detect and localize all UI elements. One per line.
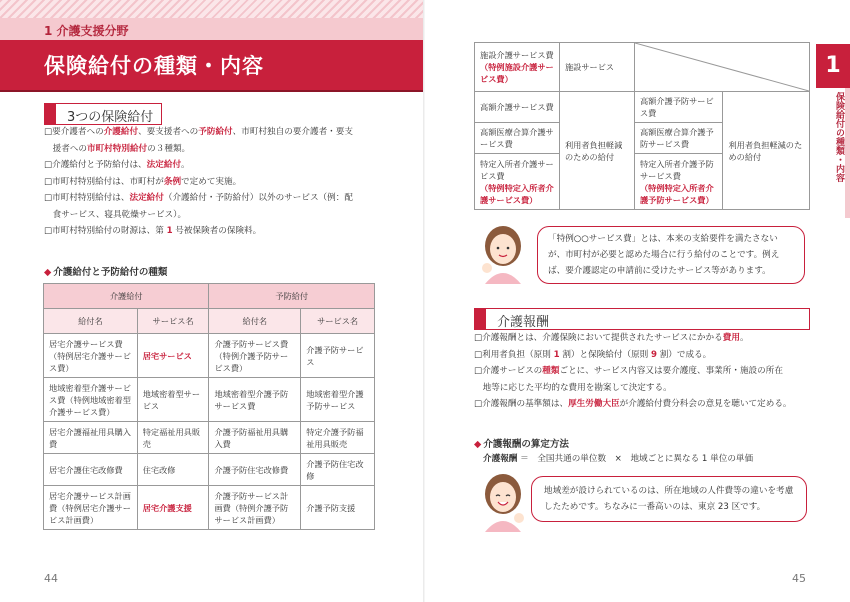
table-cell: 介護予防サービス計画費（特例介護予防サービス計画費） [209,486,301,530]
table-cell [634,154,723,210]
formula-text: ＝ 全国共通の単位数 × 地域ごとに異なる 1 単位の単価 [520,454,754,464]
cell-text-red: （特例特定入所者介護予防サービス費） [639,182,714,205]
table-cell: 利用者負担軽減のための給付 [559,92,634,210]
table-cell: 高額介護サービス費 [475,92,560,123]
bullet-line [474,363,814,380]
title-underline [0,90,425,92]
fee-bullets [474,330,814,413]
bullet-text: ごとに、サービス内容又は要介護度、事業所・施設の所在 [559,366,783,376]
chapter-tab-label: 保険給付の種類・内容 [834,92,844,182]
bullet-text: 地等に応じた平均的な費用を勘案して決定する。 [474,382,672,393]
table-cell: 居宅介護支援 [137,486,209,530]
table-cell: 介護予防サービス費（特例介護予防サービス費） [209,334,301,378]
table-cell: 地域密着型サービス [137,378,209,422]
benefits-table [43,283,375,530]
page-number-left: 44 [44,572,58,585]
bullet-line [44,223,384,240]
section-heading-text: 介護報酬 [497,315,550,330]
speech-bubble-regional: 地域差が設けられているのは、所在地域の人件費等の違いを考慮したためです。ちなみに一番高いのは、東京 23 区です。 [531,476,807,522]
bullet-text: □介護報酬とは、介護保険において提供されたサービスにかかる [474,333,723,343]
table-cell: 高額介護予防サービス費 [634,92,723,123]
category-label: 1 介護支援分野 [44,24,129,38]
page-number-right: 45 [792,572,806,585]
table-row [44,422,375,454]
bullet-line [44,207,384,224]
section-heading-benefits [44,103,162,125]
bullet-text: 号被保険者の保険料。 [172,226,262,236]
highlight-term: 1 [166,226,173,236]
cell-text: 特定入所者介護予防サービス費 [639,158,714,181]
col-header: 給付名 [44,309,138,334]
table-cell: 居宅介護福祉用具購入費 [44,422,138,454]
woman-illustration-icon [475,222,531,284]
table-cell: 地域密着型介護サービス費（特例地域密着型介護サービス費） [44,378,138,422]
bullet-text: 、市町村独自の要介護者・要支 [232,127,353,137]
group-header-care: 介護給付 [44,284,209,309]
cell-text-red: （特例施設介護サービス費） [480,62,554,84]
bullet-text: 割）と保険給付（原則 [559,349,651,360]
highlight-term: 法定給付 [129,193,164,203]
highlight-term: 条例 [163,176,182,187]
table-row [44,334,375,378]
table-title-text: 介護給付と予防給付の種類 [53,267,168,278]
table-cell: 利用者負担軽減のための給付 [723,92,810,210]
table-body [44,334,375,530]
table-cell: 介護予防支援 [301,486,375,530]
highlight-term: 介護給付 [103,127,139,137]
table-cell: 地域密着型介護予防サービス [301,378,375,422]
section-heading-fees [474,308,810,330]
table-cell: 介護予防サービス [301,334,375,378]
bullet-text: □市町村特別給付は、市町村が [44,176,164,187]
section-heading-text: 3つの保険給付 [67,110,154,125]
table-cell: 高額医療合算介護予防サービス費 [634,123,723,154]
bullet-text: □利用者負担（原則 [474,349,554,360]
table-cell: 居宅介護住宅改修費 [44,454,138,486]
group-header-prevention: 予防給付 [209,284,375,309]
chapter-tab: 1 [816,44,850,88]
bullet-text: □市町村特別給付の財源は、第 [44,226,167,236]
right-page [425,0,850,602]
table-cell: 居宅介護サービス費（特例居宅介護サービス費） [44,334,138,378]
table-cell: 介護予防住宅改修費 [209,454,301,486]
bullet-text: □介護サービスの [474,366,543,376]
bullet-text: が介護給付費分科会の意見を聴いて定める。 [619,399,792,409]
highlight-term: 法定給付 [146,160,182,170]
formula-label: 介護報酬 [483,454,518,464]
table-cell: 特定福祉用具販売 [137,422,209,454]
bullet-text: 。 [181,160,190,170]
bullet-text: □市町村特別給付は、 [44,193,130,203]
woman-illustration-icon [475,470,531,532]
page-title: 保険給付の種類・内容 [44,54,264,78]
table-cell: 高額医療合算介護サービス費 [475,123,560,154]
bullet-line [474,330,814,347]
highlight-term: 費用 [722,333,740,343]
bullet-text: □介護給付と予防給付は、 [44,160,147,170]
table-cell: 居宅サービス [137,334,209,378]
benefits-table-continued [474,42,810,210]
bullet-text: （介護給付・予防給付）以外のサービス（例：配 [163,193,353,203]
bullet-text: 割）で成る。 [656,349,712,360]
cell-text: 施設介護サービス費 [480,50,554,60]
table-cell: 特定介護予防福祉用具販売 [301,422,375,454]
empty-diagonal-cell [634,43,809,92]
bullet-line [44,141,384,158]
highlight-term: 予防給付 [198,127,233,137]
table-cell: 地域密着型介護予防サービス費 [209,378,301,422]
bullet-text: □介護報酬の基準額は、 [474,399,569,409]
bullet-line [474,380,814,397]
table-cell [475,43,560,92]
col-header: 給付名 [209,309,301,334]
highlight-term: 市町村特別給付 [86,143,148,154]
bullet-line [474,347,814,364]
diamond-icon: ◆ [44,267,52,278]
col-header: サービス名 [301,309,375,334]
bullet-line [44,190,384,207]
table-row [44,454,375,486]
speech-bubble-special: 「特例○○サービス費」とは、本来の支給要件を満たさないが、市町村が必要と認めた場合に行う給付のことです。例えば、要介護認定の申請前に受けたサービス等があります。 [537,226,805,284]
diamond-icon: ◆ [474,439,482,450]
bullet-text: 援者への [44,143,87,154]
bullet-text: 。 [739,333,749,343]
table-title [44,264,167,278]
section-marker [44,103,56,125]
calc-method-text: 介護報酬の算定方法 [483,439,569,450]
bullet-text: 食サービス、寝具乾燥サービス）。 [44,209,187,220]
bullet-line [474,396,814,413]
table-cell: 介護予防住宅改修 [301,454,375,486]
benefit-bullets [44,124,384,240]
highlight-term: 1 [553,349,560,360]
table-row [44,378,375,422]
bullet-line [44,174,384,191]
bullet-line [44,157,384,174]
highlight-term: 9 [651,349,657,360]
highlight-term: 厚生労働大臣 [568,399,620,409]
table-cell: 住宅改修 [137,454,209,486]
diagonal-line [635,43,809,91]
highlight-term: 種類 [542,366,560,376]
table-cell: 居宅介護サービス計画費（特例居宅介護サービス計画費） [44,486,138,530]
table-cell [475,154,560,210]
bullet-text: 、要支援者への [138,127,199,137]
calc-method-title [474,436,569,450]
cell-text: 特定入所者介護サービス費 [480,158,554,181]
bullet-text: □要介護者への [44,127,104,137]
fee-formula [483,452,753,464]
table-cell: 介護予防福祉用具購入費 [209,422,301,454]
header-hatch [0,0,425,18]
col-header: サービス名 [137,309,209,334]
bullet-line [44,124,384,141]
cell-text-red: （特例特定入所者介護サービス費） [480,182,554,205]
table-cell: 施設サービス [559,43,634,92]
bullet-text: の３種類。 [147,143,191,154]
section-marker [474,308,486,330]
table-row [44,486,375,530]
bullet-text: で定めて実施。 [181,176,242,187]
